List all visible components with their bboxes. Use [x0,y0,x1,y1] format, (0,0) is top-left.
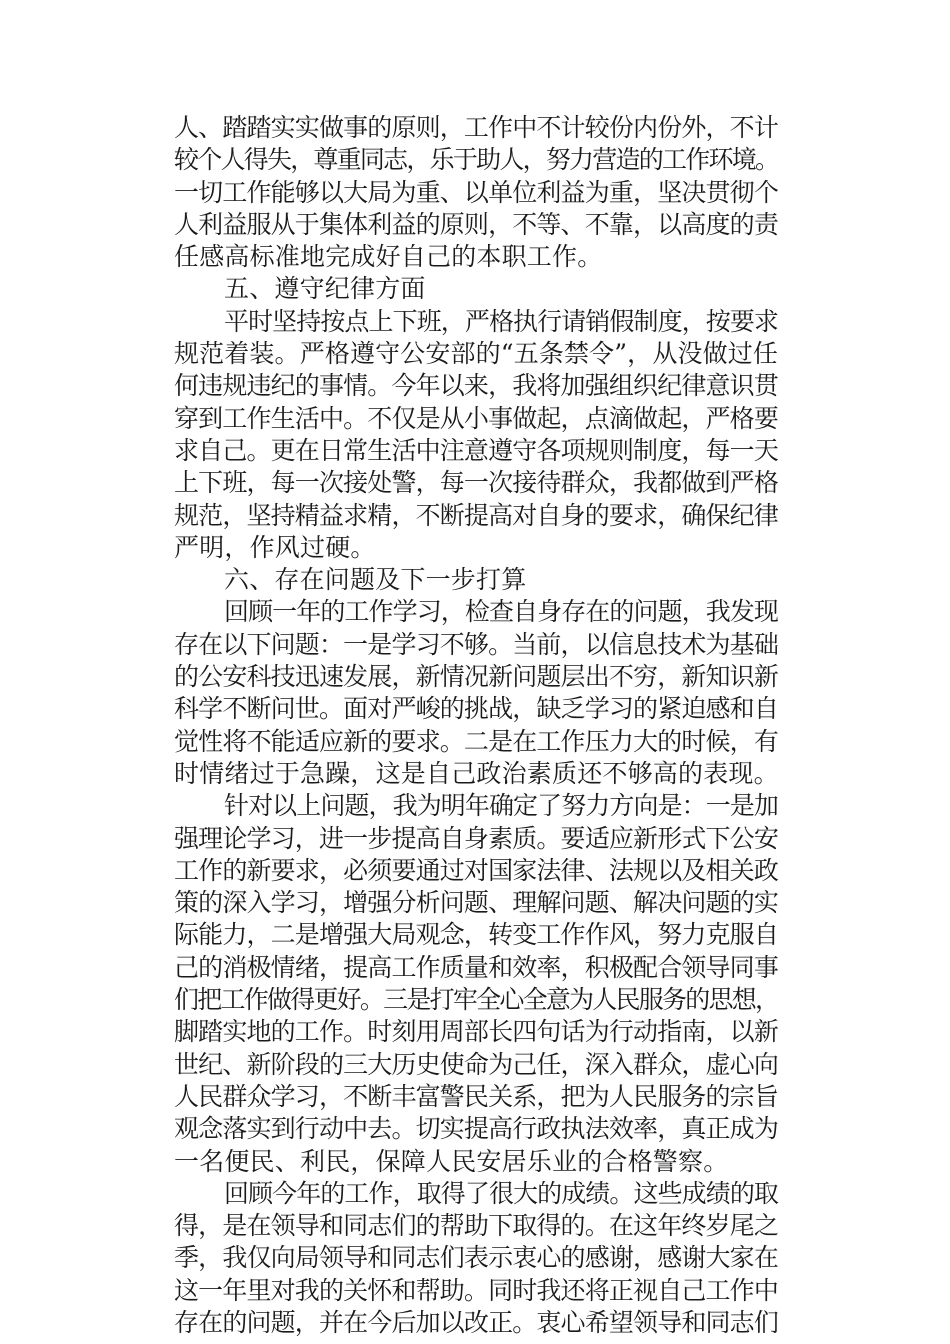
paragraph-line: 回顾今年的工作，取得了很大的成绩。这些成绩的取 [224,1178,778,1208]
paragraph-line: 己的消极情绪，提高工作质量和效率，积极配合领导同事 [174,952,779,982]
paragraph-line: 科学不断问世。面对严峻的挑战，缺乏学习的紧迫感和自 [174,694,779,724]
paragraph-line: 觉性将不能适应新的要求。二是在工作压力大的时候，有 [174,726,779,756]
paragraph-line: 世纪、新阶段的三大历史使命为己任，深入群众，虚心向 [174,1049,779,1079]
paragraph-line: 规范着装。严格遵守公安部的“五条禁令”，从没做过任 [174,339,778,369]
paragraph-line: 强理论学习，进一步提高自身素质。要适应新形式下公安 [174,823,779,853]
paragraph-line: 工作的新要求，必须要通过对国家法律、法规以及相关政 [174,855,779,885]
paragraph-line: 季，我仅向局领导和同志们表示衷心的感谢，感谢大家在 [174,1243,779,1273]
paragraph-line: 一名便民、利民，保障人民安居乐业的合格警察。 [174,1146,729,1176]
section-heading: 五、遵守纪律方面 [224,274,426,304]
paragraph-line: 一切工作能够以大局为重、以单位利益为重，坚决贯彻个 [174,177,779,207]
paragraph-line: 的公安科技迅速发展，新情况新问题层出不穷，新知识新 [174,662,779,692]
paragraph-line: 较个人得失，尊重同志，乐于助人，努力营造的工作环境。 [174,145,779,175]
paragraph-line: 存在以下问题：一是学习不够。当前，以信息技术为基础 [174,629,779,659]
paragraph-line: 得，是在领导和同志们的帮助下取得的。在这年终岁尾之 [174,1211,779,1241]
paragraph-line: 观念落实到行动中去。切实提高行政执法效率，真正成为 [174,1114,779,1144]
section-heading: 六、存在问题及下一步打算 [224,565,527,595]
paragraph-line: 上下班，每一次接处警，每一次接待群众，我都做到严格 [174,468,779,498]
paragraph-line: 们把工作做得更好。三是打牢全心全意为人民服务的思想， [174,985,779,1015]
paragraph-line: 人利益服从于集体利益的原则，不等、不靠，以高度的责 [174,209,779,239]
paragraph-line: 严明，作风过硬。 [174,532,376,562]
paragraph-line: 策的深入学习，增强分析问题、理解问题、解决问题的实 [174,888,779,918]
paragraph-line: 回顾一年的工作学习，检查自身存在的问题，我发现 [224,597,778,627]
paragraph-line: 求自己。更在日常生活中注意遵守各项规则制度，每一天 [174,435,779,465]
paragraph-line: 际能力，二是增强大局观念，转变工作作风，努力克服自 [174,920,779,950]
paragraph-line: 穿到工作生活中。不仅是从小事做起，点滴做起，严格要 [174,403,779,433]
paragraph-line: 规范，坚持精益求精，不断提高对自身的要求，确保纪律 [174,500,779,530]
paragraph-line: 时情绪过于急躁，这是自己政治素质还不够高的表现。 [174,758,779,788]
document-body [174,112,778,1339]
paragraph-line: 针对以上问题，我为明年确定了努力方向是：一是加 [224,791,778,821]
paragraph-line: 任感高标准地完成好自己的本职工作。 [174,242,603,272]
paragraph-line: 平时坚持按点上下班，严格执行请销假制度，按要求 [224,306,778,336]
paragraph-line: 人、踏踏实实做事的原则，工作中不计较份内份外，不计 [174,113,779,142]
paragraph-line: 人民群众学习，不断丰富警民关系，把为人民服务的宗旨 [174,1081,779,1111]
paragraph-line: 何违规违纪的事情。今年以来，我将加强组织纪律意识贯 [174,371,779,401]
paragraph-line: 这一年里对我的关怀和帮助。同时我还将正视自己工作中 [174,1275,779,1305]
paragraph-line: 存在的问题，并在今后加以改正。衷心希望领导和同志们 [174,1307,779,1337]
paragraph-line: 脚踏实地的工作。时刻用周部长四句话为行动指南，以新 [174,1017,779,1047]
